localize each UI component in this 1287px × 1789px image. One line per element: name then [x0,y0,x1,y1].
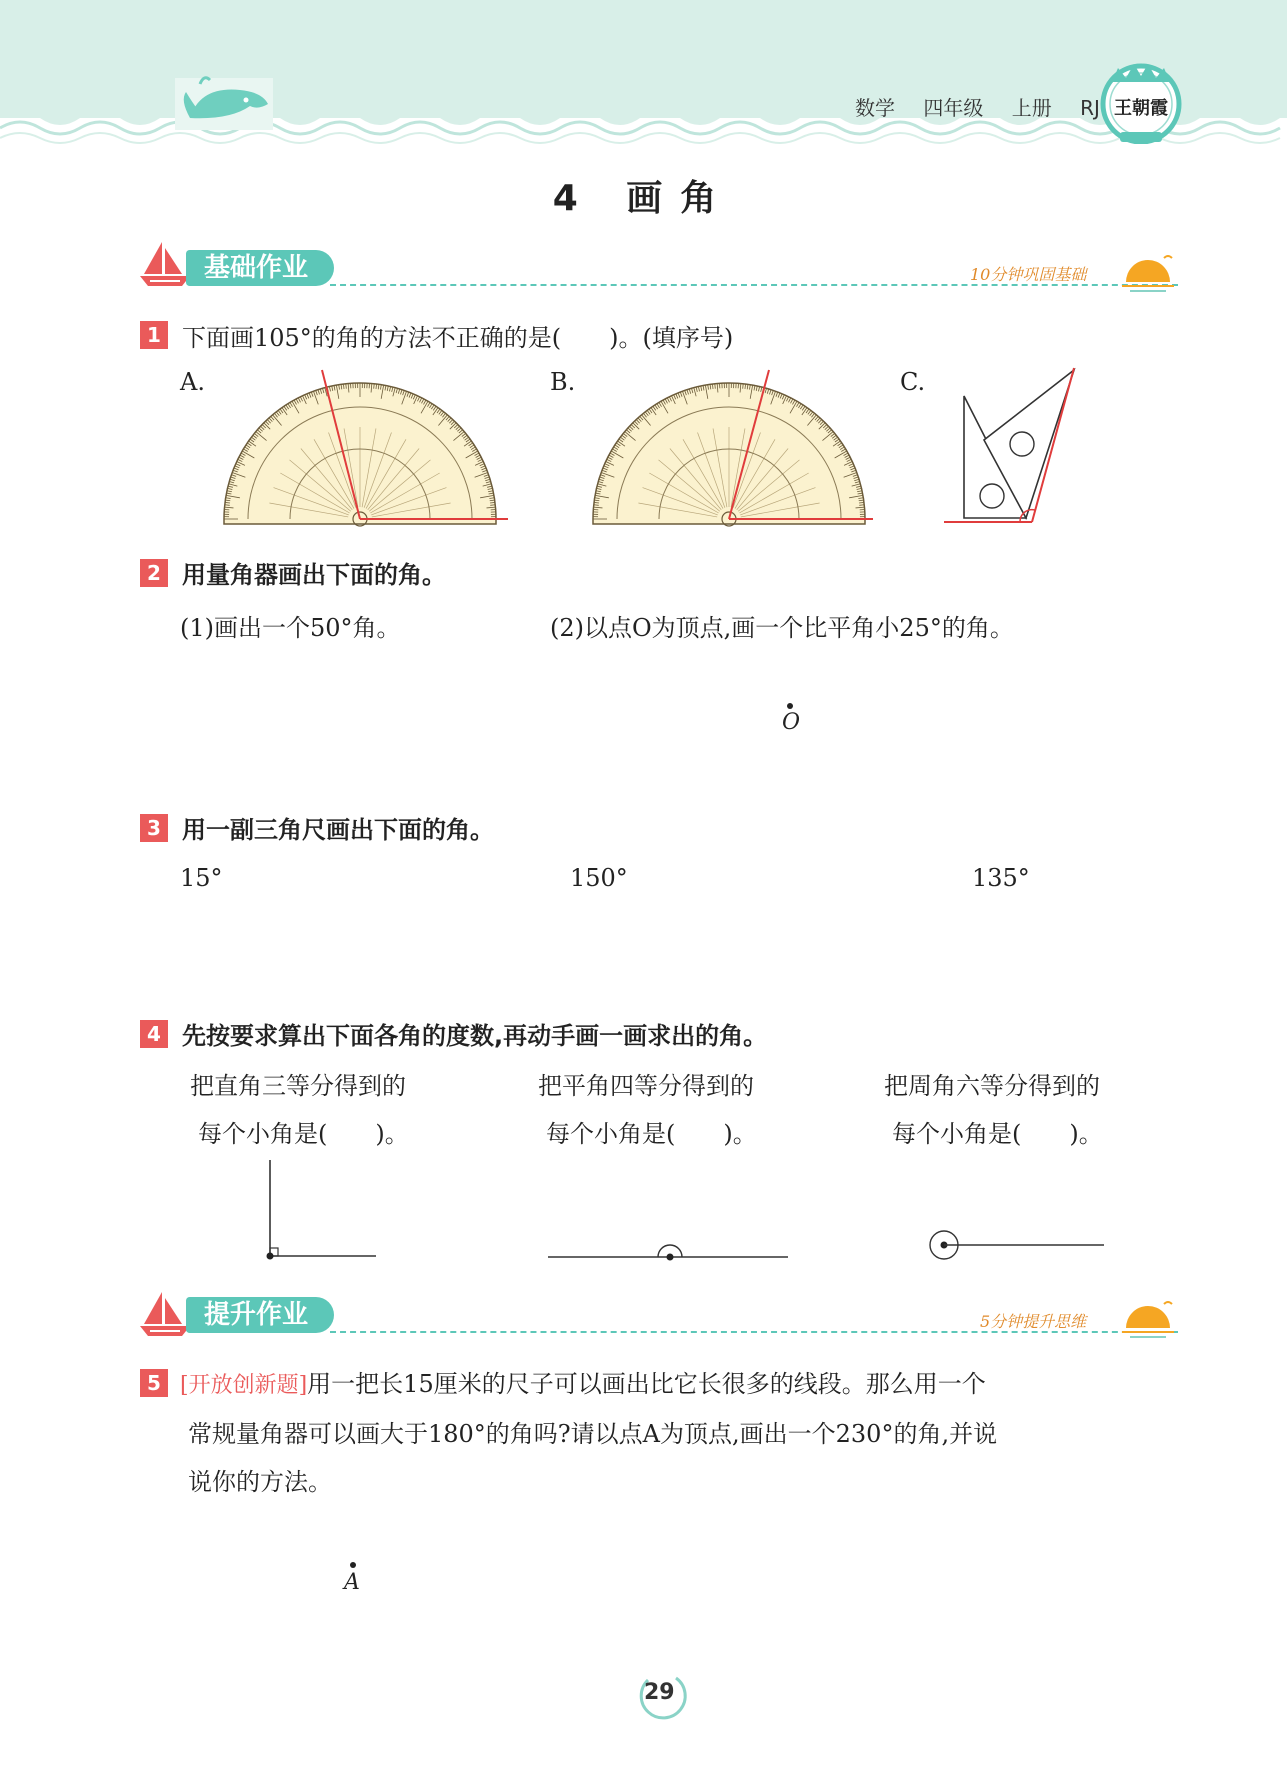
section-basic-hint: 10分钟巩固基础 [970,265,1087,284]
angle-135-label: 135° [972,864,1030,892]
question-2-number: 2 [140,559,168,587]
option-b-label: B. [550,368,576,396]
sailboat-icon [138,240,192,288]
volume-label: 上册 [1011,96,1052,120]
question-5-line2: 常规量角器可以画大于180°的角吗?请以点A为顶点,画出一个230°的角,并说 [188,1420,998,1448]
protractor-a [224,383,496,526]
point-a-label: A [344,1570,360,1595]
sunrise-icon [1120,250,1178,296]
question-2-sub2: (2)以点O为顶点,画一个比平角小25°的角。 [550,614,1014,642]
page-number: 29 [644,1680,675,1705]
question-5-line3: 说你的方法。 [188,1468,332,1496]
q4-item2-line2: 每个小角是( )。 [546,1120,757,1148]
section-basic-label: 基础作业 [186,250,334,286]
full-angle-figure [924,1228,1108,1268]
point-o-label: O [782,710,801,735]
straight-angle-figure [546,1236,792,1266]
question-3-number: 3 [140,814,168,842]
question-2-text: 用量角器画出下面的角。 [182,561,446,589]
grade-label: 四年级 [923,96,984,120]
question-1-text: 下面画105°的角的方法不正确的是( )。(填序号) [182,324,734,352]
question-3-text: 用一副三角尺画出下面的角。 [182,816,494,844]
point-o-dot [787,703,793,709]
question-5-line1-text: 用一把长15厘米的尺子可以画出比它长很多的线段。那么用一个 [307,1370,986,1398]
option-c-label: C. [900,368,926,396]
sunrise-icon-2 [1120,1296,1178,1342]
protractor-b [593,383,865,526]
subject-meta [855,92,1122,121]
subject-label: 数学 [855,96,895,120]
question-5-line1 [180,1364,986,1399]
question-4-text: 先按要求算出下面各角的度数,再动手画一画求出的角。 [182,1022,768,1050]
question-2-sub1: (1)画出一个50°角。 [180,614,401,642]
set-square-figure [940,366,1080,530]
sailboat-icon-2 [138,1290,192,1338]
whale-icon [175,78,273,130]
header-band [0,0,1287,150]
question-4-number: 4 [140,1020,168,1048]
option-a-label: A. [180,368,205,396]
point-a-dot [350,1562,356,1568]
brand-logo [1098,58,1184,144]
question-5-number: 5 [140,1369,168,1397]
edition-label: RJ [1080,96,1100,120]
angle-15-label: 15° [180,864,223,892]
page-title: 4 画角 [552,178,735,219]
q4-item3-line1: 把周角六等分得到的 [884,1072,1100,1100]
angle-150-label: 150° [570,864,628,892]
question-1-number: 1 [140,321,168,349]
q4-item3-line2: 每个小角是( )。 [892,1120,1103,1148]
open-question-tag: [开放创新题] [180,1373,308,1398]
protractor-b-figure [587,366,877,530]
q4-item1-line2: 每个小角是( )。 [198,1120,409,1148]
protractor-a-figure [220,366,510,530]
section-advanced-hint: 5分钟提升思维 [980,1312,1087,1331]
section-advanced-label: 提升作业 [186,1297,334,1333]
q4-item2-line1: 把平角四等分得到的 [538,1072,754,1100]
brand-name: 王朝霞 [1114,98,1168,119]
q4-item1-line1: 把直角三等分得到的 [190,1072,406,1100]
right-angle-figure [256,1158,386,1262]
